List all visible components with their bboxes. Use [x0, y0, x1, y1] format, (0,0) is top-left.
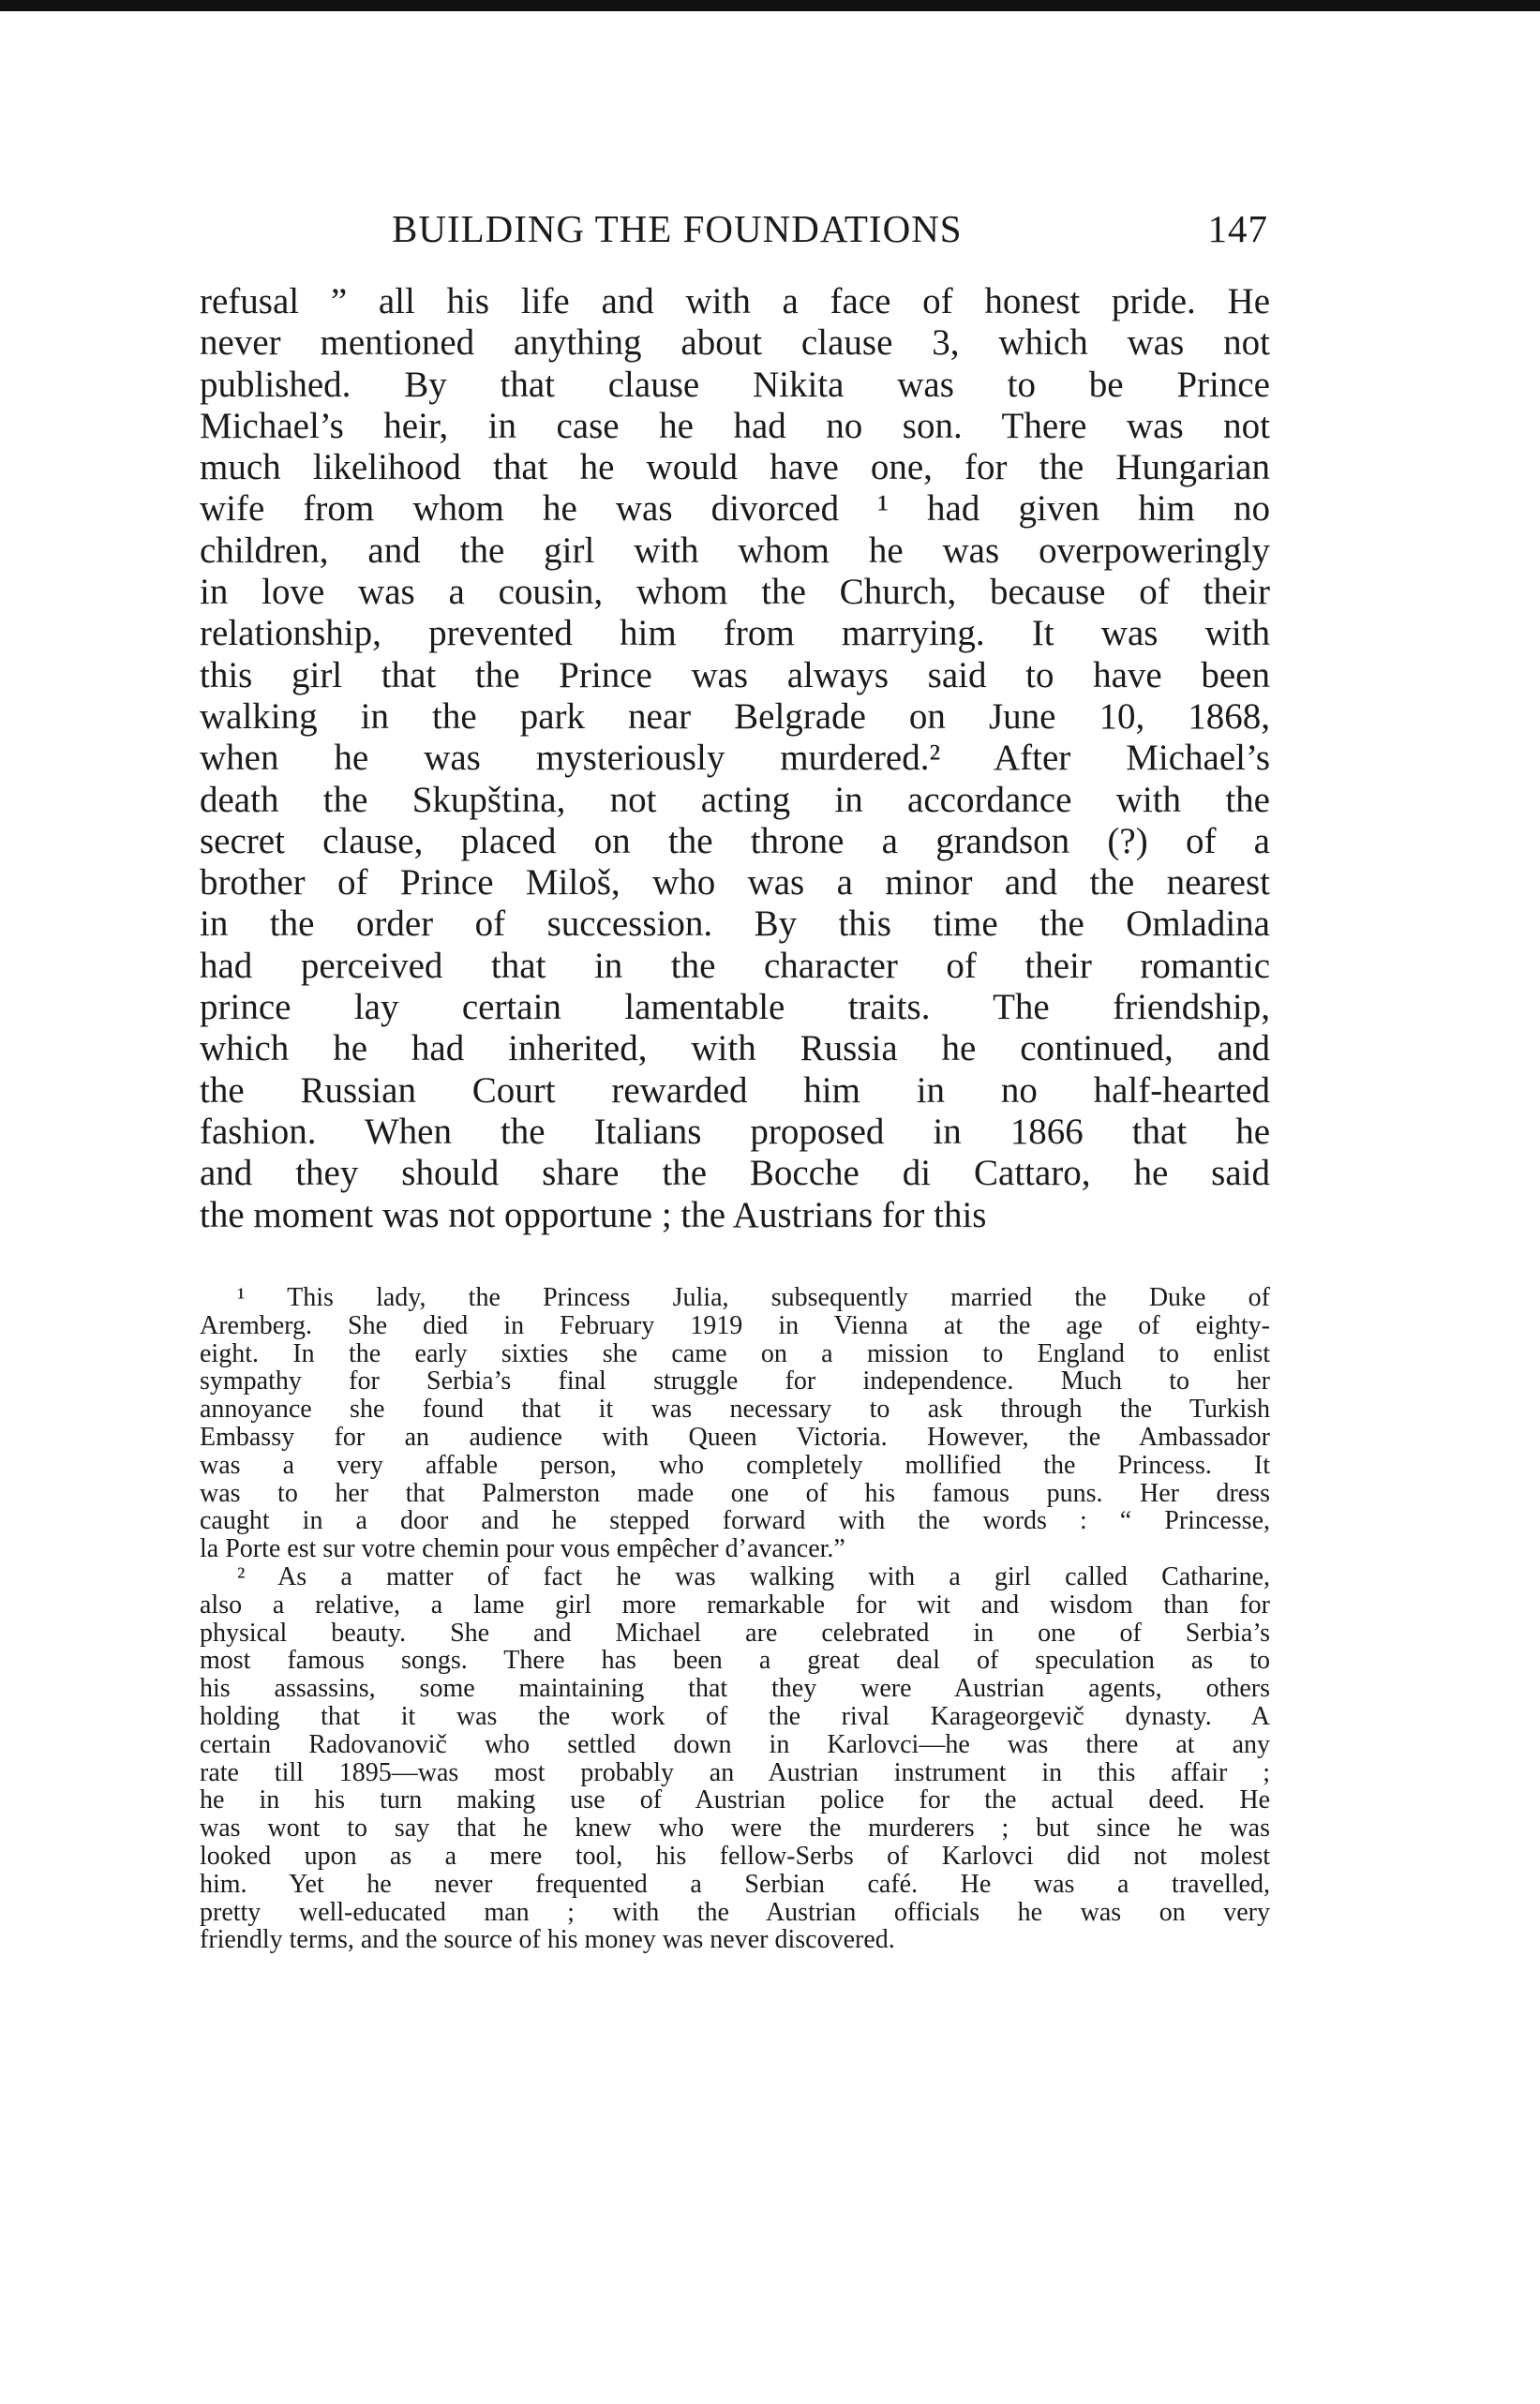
body-line: the moment was not opportune ; the Austrians for this	[200, 1194, 987, 1235]
footnote-line: looked upon as a mere tool, his fellow-Serbs of Karlovci did not molest	[200, 1841, 1270, 1871]
body-line: death the Skupština, not acting in accordance with the	[200, 779, 1270, 820]
body-line: Michael’s heir, in case he had no son. There was not	[200, 405, 1270, 446]
footnote-line: was a very affable person, who completely mollified the Princess. It	[200, 1450, 1270, 1480]
body-line: fashion. When the Italians proposed in 1866 that he	[200, 1111, 1270, 1152]
body-line: which he had inherited, with Russia he continued, and	[200, 1028, 1270, 1069]
footnote-line: him. Yet he never frequented a Serbian café. He was a travelled,	[200, 1869, 1270, 1899]
footnote-line: his assassins, some maintaining that they were Austrian agents, others	[200, 1674, 1270, 1704]
footnote-line: ² As a matter of fact he was walking with a girl called Catharine,	[237, 1561, 1270, 1591]
footnote-line: holding that it was the work of the rival Karageorgevič dynasty. A	[200, 1701, 1270, 1731]
body-line: wife from whom he was divorced ¹ had given him no	[200, 488, 1270, 530]
body-line: refusal ” all his life and with a face of honest pride. He	[200, 281, 1270, 321]
footnotes	[200, 1284, 1270, 1954]
footnote-1	[200, 1284, 1270, 1563]
top-border-rule	[0, 0, 1540, 11]
body-line: in the order of succession. By this time the Omladina	[200, 903, 1270, 945]
footnote-line: Aremberg. She died in February 1919 in Vienna at the age of eighty-	[200, 1310, 1270, 1340]
footnote-line: eight. In the early sixties she came on a mission to England to enlist	[200, 1338, 1270, 1368]
body-line: prince lay certain lamentable traits. The friendship,	[200, 987, 1270, 1028]
footnote-line: ¹ This lady, the Princess Julia, subsequently married the Duke of	[237, 1283, 1270, 1312]
footnote-line: sympathy for Serbia’s final struggle for independence. Much to her	[200, 1366, 1270, 1396]
footnote-line: was wont to say that he knew who were the murderers ; but since he was	[200, 1814, 1270, 1844]
body-line: walking in the park near Belgrade on June 10, 1868,	[200, 695, 1270, 737]
body-line: had perceived that in the character of their romantic	[200, 945, 1270, 986]
body-line: and they should share the Bocche di Cattaro, he said	[200, 1153, 1270, 1194]
body-line: when he was mysteriously murdered.² After Michael’s	[200, 738, 1270, 779]
body-line: brother of Prince Miloš, who was a minor and the nearest	[200, 862, 1270, 903]
body-line: published. By that clause Nikita was to be Prince	[200, 364, 1270, 405]
footnote-line: friendly terms, and the source of his money was never discovered.	[200, 1925, 895, 1955]
footnote-2	[200, 1563, 1270, 1954]
footnote-line: was to her that Palmerston made one of his famous puns. Her dress	[200, 1478, 1270, 1508]
footnote-line: annoyance she found that it was necessary to ask through the Turkish	[200, 1395, 1270, 1425]
body-text	[200, 281, 1270, 1236]
body-line: the Russian Court rewarded him in no half-hearted	[200, 1069, 1270, 1111]
footnote-line: physical beauty. She and Michael are celebrated in one of Serbia’s	[200, 1618, 1270, 1648]
body-line: secret clause, placed on the throne a grandson (?) of a	[200, 820, 1270, 861]
footnote-line: also a relative, a lame girl more remarkable for wit and wisdom than for	[200, 1590, 1270, 1620]
footnote-line: la Porte est sur votre chemin pour vous empêcher d’avancer.”	[200, 1534, 845, 1564]
footnote-line: most famous songs. There has been a great deal of speculation as to	[200, 1646, 1270, 1676]
footnote-line: rate till 1895—was most probably an Austrian instrument in this affair ;	[200, 1757, 1270, 1787]
body-line: children, and the girl with whom he was overpoweringly	[200, 530, 1270, 571]
running-title: BUILDING THE FOUNDATIONS	[392, 207, 963, 250]
page-number: 147	[1207, 207, 1268, 250]
footnote-line: pretty well-educated man ; with the Austrian officials he was on very	[200, 1897, 1270, 1927]
footnote-line: Embassy for an audience with Queen Victoria. However, the Ambassador	[200, 1422, 1270, 1452]
footnote-line: he in his turn making use of Austrian police for the actual deed. He	[200, 1785, 1270, 1815]
body-line: never mentioned anything about clause 3, which was not	[200, 322, 1270, 364]
body-line: much likelihood that he would have one, for the Hungarian	[200, 447, 1270, 488]
footnote-line: caught in a door and he stepped forward with the words : “ Princesse,	[200, 1506, 1270, 1536]
body-line: in love was a cousin, whom the Church, because of their	[200, 572, 1270, 613]
running-head	[200, 206, 1268, 262]
body-line: this girl that the Prince was always said to have been	[200, 654, 1270, 695]
footnote-line: certain Radovanovič who settled down in Karlovci—he was there at any	[200, 1729, 1270, 1759]
body-line: relationship, prevented him from marrying. It was with	[200, 613, 1270, 654]
